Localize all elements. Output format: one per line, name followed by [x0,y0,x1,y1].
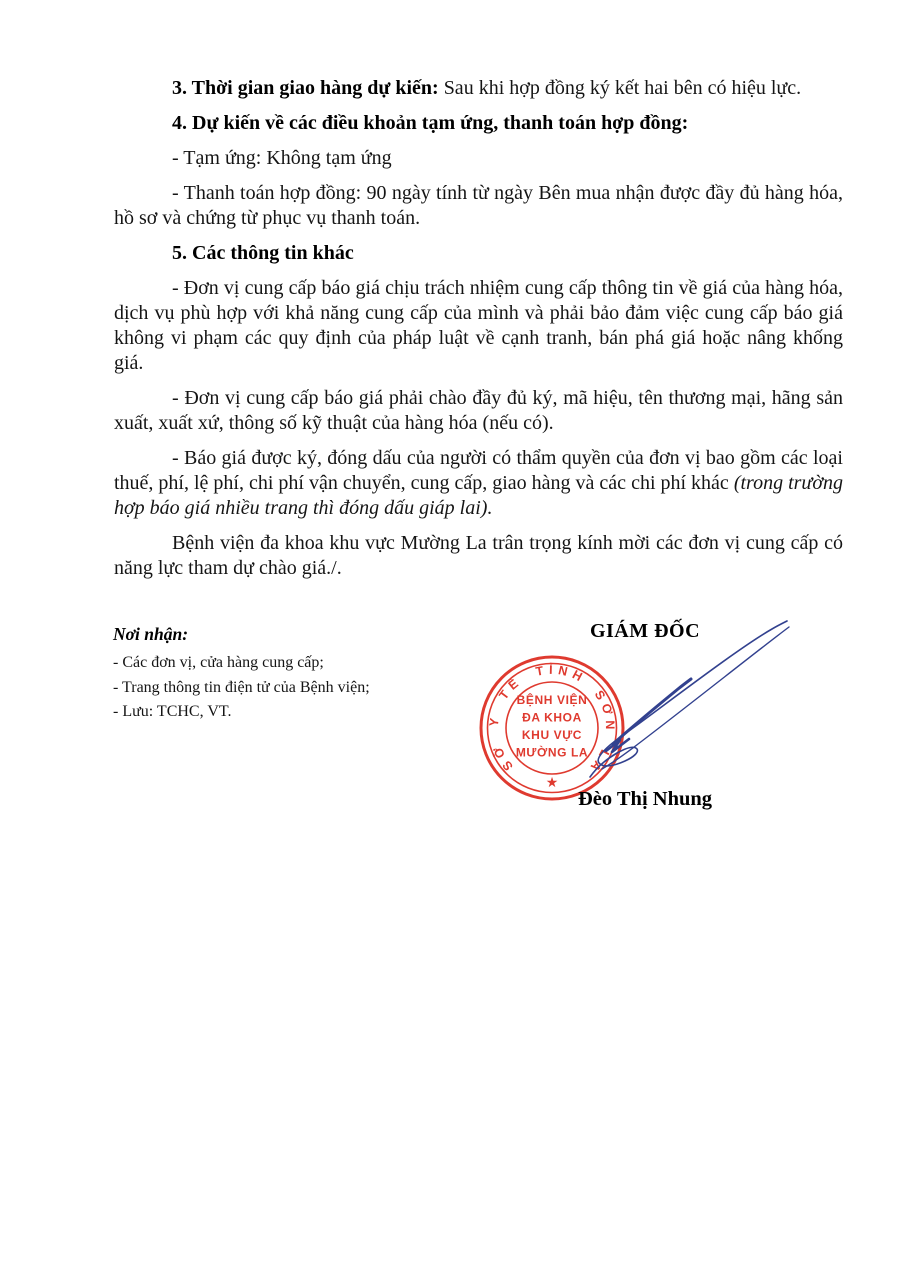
stamp-center-line-1: BỆNH VIỆN [516,693,588,707]
paragraph-quote-details: - Đơn vị cung cấp báo giá phải chào đầy đủ ký, mã hiệu, tên thương mại, hãng sản xuất, xuất xứ, thông số kỹ thuật của hàng hóa (nếu có). [114,387,843,434]
signer-title: GIÁM ĐỐC [589,620,701,642]
paragraph-quote-signing [114,446,843,521]
stamp-star-icon: ★ [545,776,559,791]
paragraph-advance-payment: - Tạm ứng: Không tạm ứng [172,147,392,169]
recipients-list [113,651,370,725]
signer-name: Đèo Thị Nhung [577,788,713,810]
heading-section-4: 4. Dự kiến về các điều khoản tạm ứng, thanh toán hợp đồng: [172,112,689,134]
stamp-center-line-4: MƯỜNG LA [515,745,589,760]
signature-stroke-main [590,621,787,777]
section-3-text: Sau khi hợp đồng ký kết hai bên có hiệu lực. [438,77,802,99]
stamp-center-line-3: KHU VỰC [521,728,583,742]
recipient-item: - Trang thông tin điện tử của Bệnh viện; [113,678,370,696]
quote-signing-note-italic: (trong trường hợp báo giá nhiều trang thì đóng dấu giáp lai). [114,472,843,519]
paragraph-delivery-time [114,76,843,101]
paragraph-closing-invitation: Bệnh viện đa khoa khu vực Mường La trân trọng kính mời các đơn vị cung cấp có năng lực tham dự chào giá./. [114,532,843,579]
heading-section-3: 3. Thời gian giao hàng dự kiến: [172,77,439,99]
quote-signing-text: - Báo giá được ký, đóng dấu của người có thẩm quyền của đơn vị bao gồm các loại thuế, phí, lệ phí, chi phí vận chuyển, cung cấp, giao hàng và các chi phí khác [114,447,843,494]
signature-ink [565,618,810,793]
paragraph-quote-responsibility: - Đơn vị cung cấp báo giá chịu trách nhiệm cung cấp thông tin về giá của hàng hóa, dịch vụ phù hợp với khả năng cung cấp của mình và phải bảo đảm việc cung cấp báo giá không vi phạm các quy định của pháp luật về cạnh tranh, bán phá giá hoặc nâng khống giá. [114,277,843,374]
heading-section-5: 5. Các thông tin khác [172,242,354,264]
stamp-center-line-2: ĐA KHOA [522,710,582,725]
recipient-item: - Lưu: TCHC, VT. [113,703,232,720]
document-body [114,76,843,591]
recipients-block [113,624,370,725]
paragraph-contract-payment: - Thanh toán hợp đồng: 90 ngày tính từ ngày Bên mua nhận được đầy đủ hàng hóa, hồ sơ và chứng từ phục vụ thanh toán. [114,182,843,229]
recipient-item: - Các đơn vị, cửa hàng cung cấp; [113,654,324,671]
stamp-ring-text: SỞ Y TẾ TỈNH SƠN LA [486,662,618,778]
recipients-label: Nơi nhận: [113,624,189,644]
